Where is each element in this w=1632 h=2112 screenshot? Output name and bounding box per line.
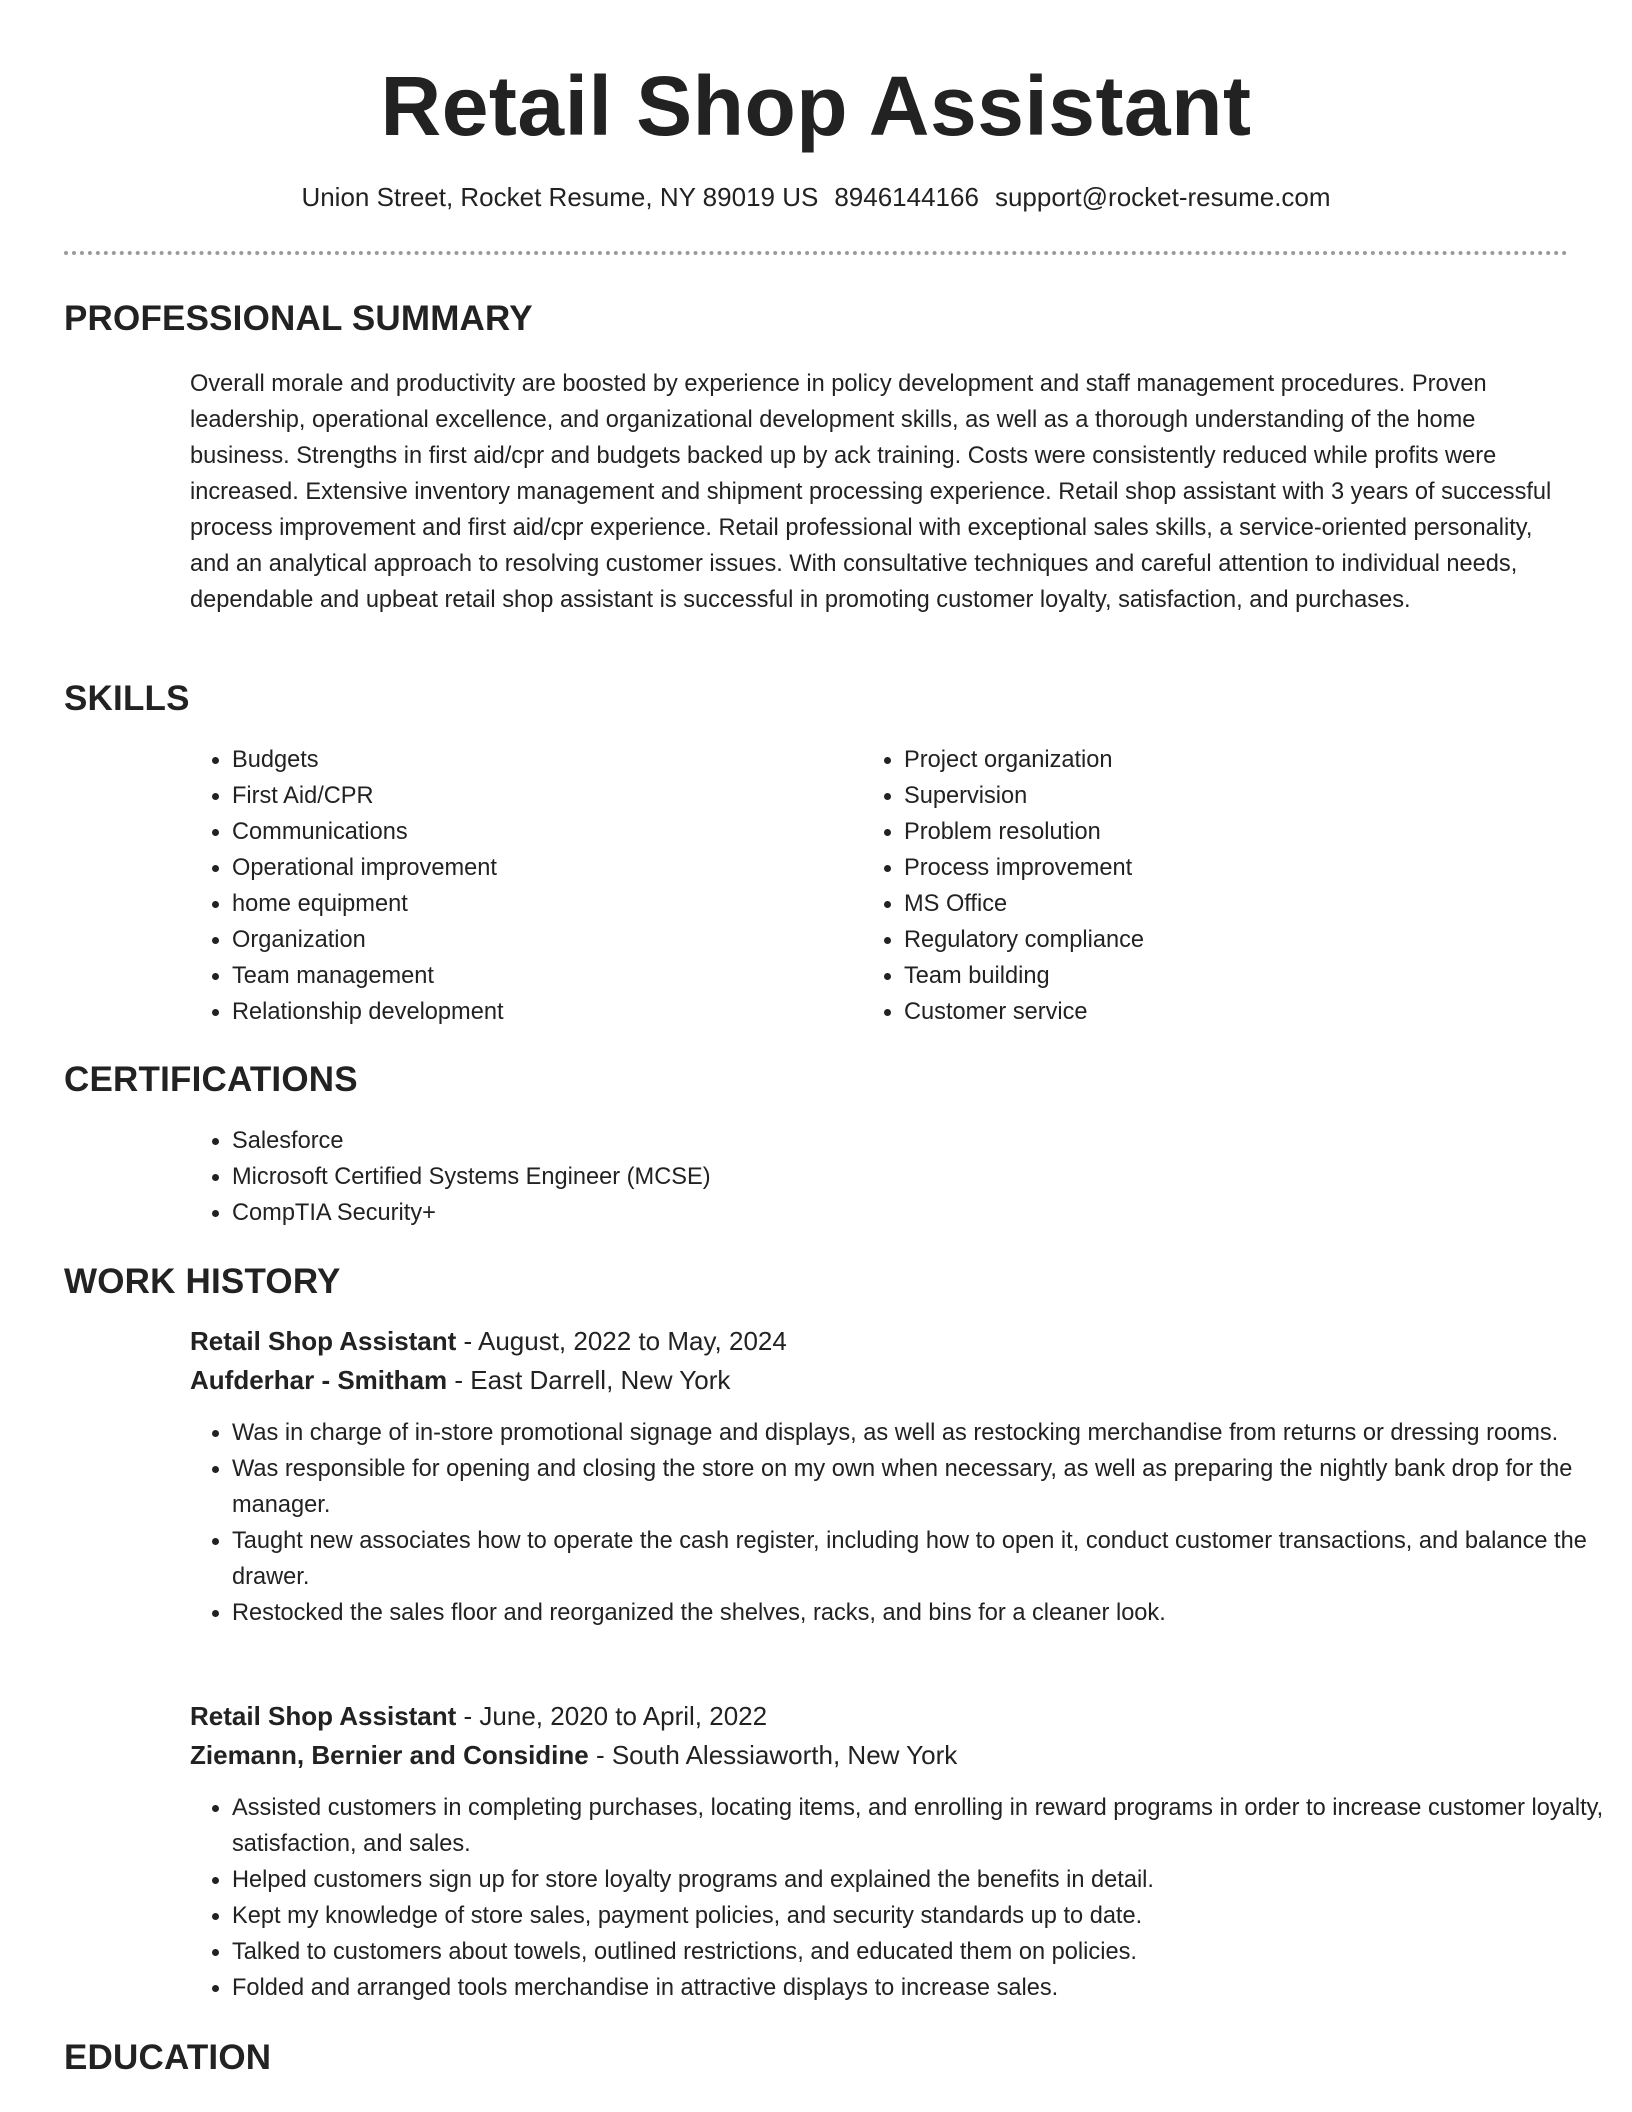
contact-line	[0, 180, 1632, 214]
job-bullet: • Talked to customers about towels, outlined restrictions, and educated them on policies.	[232, 1934, 1610, 1970]
job-role: Retail Shop Assistant	[190, 1326, 457, 1356]
skill-item: • Budgets	[232, 742, 832, 778]
job-bullet: • Helped customers sign up for store loyalty programs and explained the benefits in detail.	[232, 1862, 1610, 1898]
job-1-title-line	[190, 1322, 1566, 1360]
job-dates: - August, 2022 to May, 2024	[456, 1326, 787, 1356]
job-bullet: • Kept my knowledge of store sales, payment policies, and security standards up to date.	[232, 1898, 1610, 1934]
job-company: Ziemann, Bernier and Considine	[190, 1740, 589, 1770]
job-bullet: • Taught new associates how to operate the cash register, including how to open it, conduct customer transactions, and balance the drawer.	[232, 1523, 1610, 1595]
skill-item: • Supervision	[904, 778, 1504, 814]
header-divider	[64, 251, 1568, 255]
certification-item: • Microsoft Certified Systems Engineer (MCSE)	[232, 1159, 1432, 1195]
job-dates: - June, 2020 to April, 2022	[456, 1701, 768, 1731]
job-location: - South Alessiaworth, New York	[588, 1740, 958, 1770]
skill-item: • Team building	[904, 958, 1504, 994]
skill-item: • Organization	[232, 922, 832, 958]
job-2-bullets	[188, 1790, 1610, 2006]
skill-item: • Project organization	[904, 742, 1504, 778]
skill-item: • First Aid/CPR	[232, 778, 832, 814]
certification-item: • Salesforce	[232, 1123, 1432, 1159]
summary-heading: PROFESSIONAL SUMMARY	[64, 299, 533, 338]
skill-item: • home equipment	[232, 886, 832, 922]
certifications-heading: CERTIFICATIONS	[64, 1060, 358, 1099]
education-heading: EDUCATION	[64, 2038, 272, 2077]
job-bullet: • Folded and arranged tools merchandise in attractive displays to increase sales.	[232, 1970, 1610, 2006]
job-bullet: • Assisted customers in completing purchases, locating items, and enrolling in reward programs in order to increase customer loyalty, satisfaction, and sales.	[232, 1790, 1610, 1862]
skill-item: • Process improvement	[904, 850, 1504, 886]
certification-item: • CompTIA Security+	[232, 1195, 1432, 1231]
job-bullet: • Restocked the sales floor and reorganized the shelves, racks, and bins for a cleaner look.	[232, 1595, 1610, 1631]
summary-text: Overall morale and productivity are boosted by experience in policy development and staff management procedures. Proven leadership, operational excellence, and organizational development skills, as well as a thorough understanding of the home business. Strengths in first aid/cpr and budgets backed up by ack training. Costs were consistently reduced while profits were increased. Extensive inventory management and shipment processing experience. Retail shop assistant with 3 years of successful process improvement and first aid/cpr experience. Retail professional with exceptional sales skills, a service-oriented personality, and an analytical approach to resolving customer issues. With consultative techniques and careful attention to individual needs, dependable and upbeat retail shop assistant is successful in promoting customer loyalty, satisfaction, and purchases.	[190, 371, 1552, 613]
job-bullet: • Was in charge of in-store promotional signage and displays, as well as restocking merchandise from returns or dressing rooms.	[232, 1415, 1610, 1451]
job-role: Retail Shop Assistant	[190, 1701, 457, 1731]
skills-list-right	[860, 742, 1504, 1030]
skill-item: • Problem resolution	[904, 814, 1504, 850]
job-location: - East Darrell, New York	[447, 1365, 731, 1395]
job-bullet: • Was responsible for opening and closing the store on my own when necessary, as well as preparing the nightly bank drop for the manager.	[232, 1451, 1610, 1523]
job-2-company-line	[190, 1736, 1566, 1774]
skills-heading: SKILLS	[64, 679, 190, 718]
contact-email[interactable]: support@rocket-resume.com	[994, 182, 1331, 212]
work-history-heading: WORK HISTORY	[64, 1262, 341, 1301]
skill-item: • Team management	[232, 958, 832, 994]
job-2-title-line	[190, 1697, 1566, 1735]
certifications-list	[188, 1123, 1432, 1231]
skill-item: • MS Office	[904, 886, 1504, 922]
job-1-bullets	[188, 1415, 1610, 1631]
contact-phone: 8946144166	[834, 182, 979, 212]
job-1-company-line	[190, 1361, 1566, 1399]
contact-address: Union Street, Rocket Resume, NY 89019 US	[301, 182, 819, 212]
skill-item: • Communications	[232, 814, 832, 850]
skill-item: • Relationship development	[232, 994, 832, 1030]
resume-name: Retail Shop Assistant	[380, 59, 1252, 153]
skill-item: • Operational improvement	[232, 850, 832, 886]
skill-item: • Regulatory compliance	[904, 922, 1504, 958]
skill-item: • Customer service	[904, 994, 1504, 1030]
job-company: Aufderhar - Smitham	[190, 1365, 448, 1395]
skills-list-left	[188, 742, 832, 1030]
